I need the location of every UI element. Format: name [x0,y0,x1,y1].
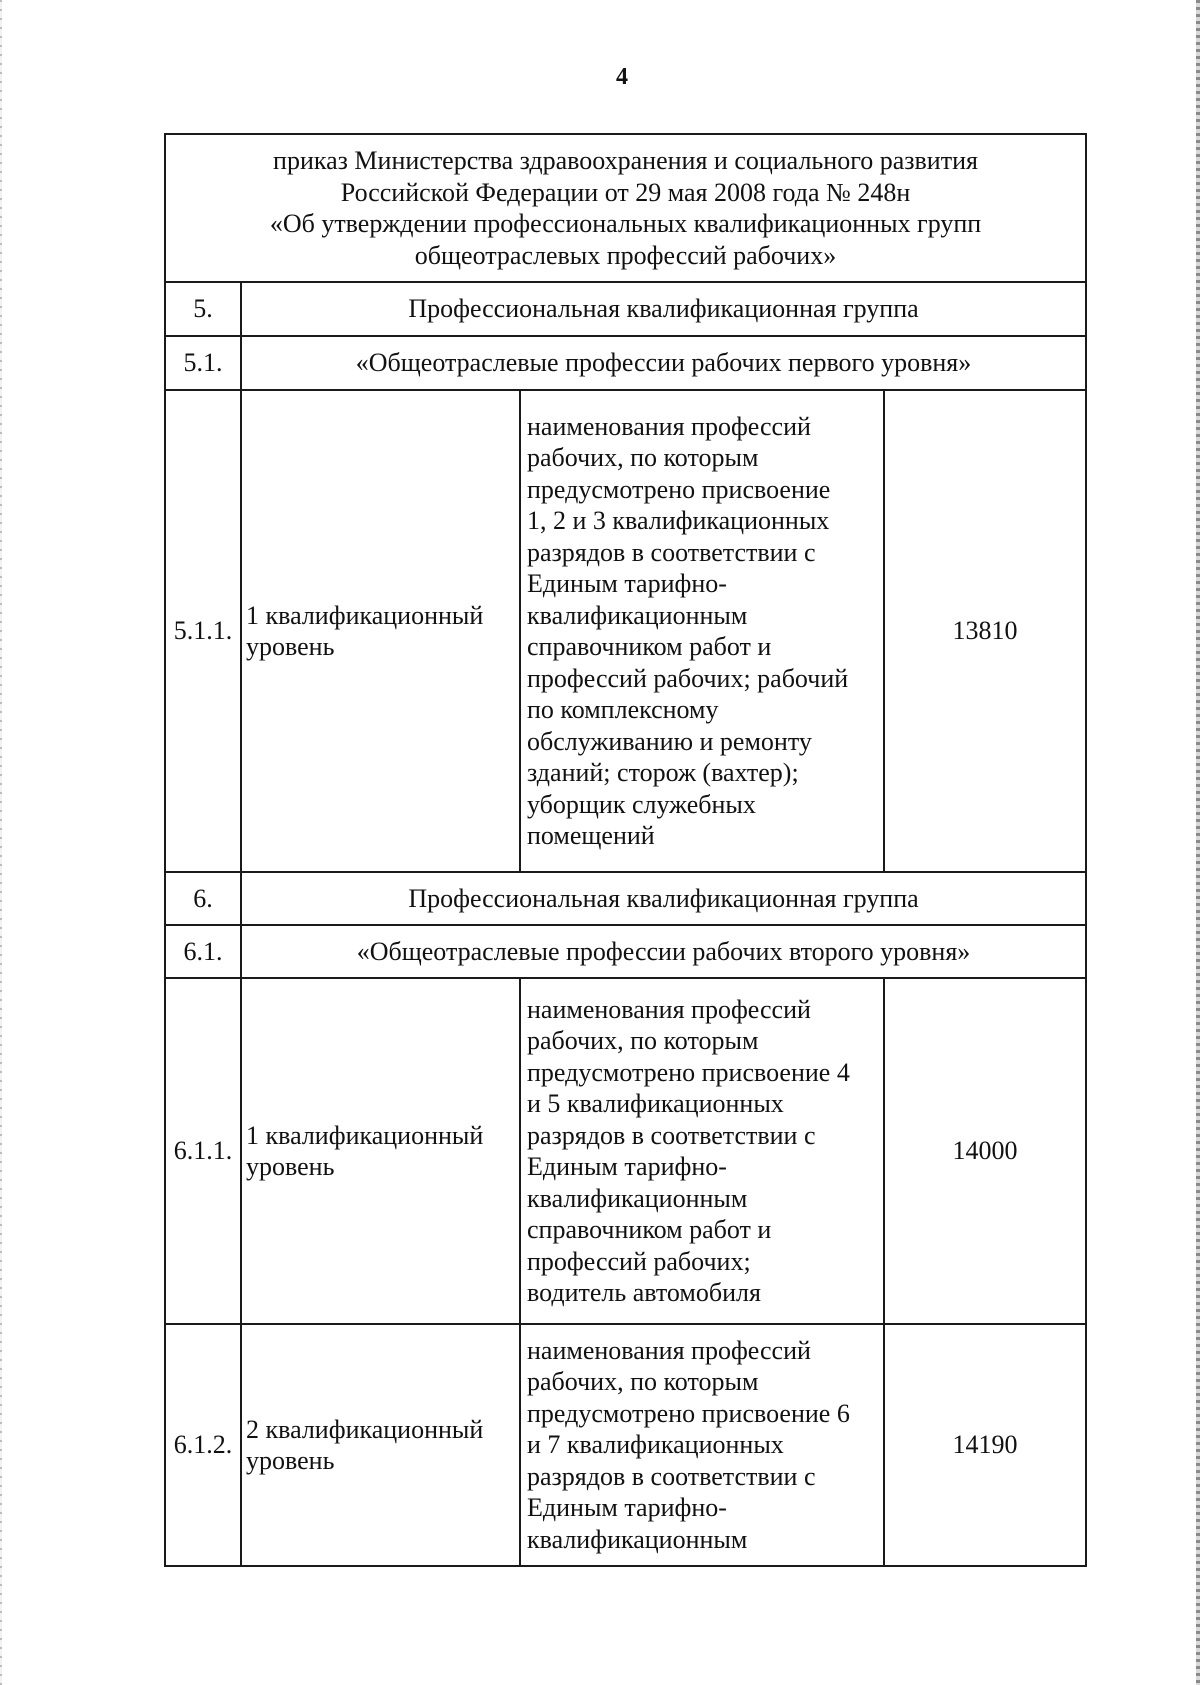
scan-edge-right [1196,0,1200,1685]
qualification-level: 1 квалификационный уровень [241,390,520,872]
description-line: наименования профессий [527,1335,811,1365]
table-row [165,1324,1086,1566]
group-title: Профессиональная квалификационная группа [241,282,1086,336]
row-number: 6.1.2. [165,1324,241,1566]
profession-description [520,1324,884,1566]
subgroup-row [165,925,1086,978]
description-line: профессий рабочих; рабочий [527,663,849,693]
table-row [165,978,1086,1324]
scan-edge-left [0,0,2,1685]
description-line: и 7 квалификационных [527,1430,784,1460]
table-header-row [165,134,1086,282]
salary-amount: 13810 [884,390,1086,872]
description-line: Единым тарифно- [527,569,727,598]
group-row [165,282,1086,336]
description-line: уборщик служебных [527,789,756,819]
salary-amount: 14190 [884,1324,1086,1566]
order-reference-line: общеотраслевых профессий рабочих» [414,240,837,270]
subgroup-title: «Общеотраслевые профессии рабочих первого уровня» [241,336,1086,390]
description-line: наименования профессий [527,411,811,441]
profession-description [520,390,884,872]
description-line: профессий рабочих; [527,1246,751,1276]
subgroup-row [165,336,1086,390]
profession-description [520,978,884,1324]
group-row [165,872,1086,925]
description-line: предусмотрено присвоение [527,474,831,504]
qualification-table [164,133,1087,1567]
description-line: обслуживанию и ремонту [527,726,812,756]
description-line: разрядов в соответствии с [527,1120,816,1150]
description-line: 1, 2 и 3 квалификационных [527,506,830,535]
description-line: рабочих, по которым [527,443,759,472]
description-line: предусмотрено присвоение 6 [527,1398,850,1428]
table-row [165,390,1086,872]
description-line: рабочих, по которым [527,1367,759,1397]
description-line: рабочих, по которым [527,1026,759,1055]
description-line: предусмотрено присвоение 4 [527,1057,850,1087]
row-number: 6.1.1. [165,978,241,1324]
description-line: разрядов в соответствии с [527,537,816,567]
order-reference-line: «Об утверждении профессиональных квалификационных групп [269,209,982,238]
row-number: 5.1.1. [165,390,241,872]
group-title: Профессиональная квалификационная группа [241,872,1086,925]
description-line: разрядов в соответствии с [527,1461,816,1491]
order-reference-cell [165,134,1086,282]
qualification-level: 2 квалификационный уровень [241,1324,520,1566]
order-reference-line: приказ Министерства здравоохранения и социального развития [273,146,978,175]
page-number: 4 [616,64,628,90]
description-line: по комплексному [527,695,719,724]
order-reference-line: Российской Федерации от 29 мая 2008 года № 248н [340,177,911,207]
subgroup-number: 6.1. [165,925,241,978]
description-line: квалификационным [527,1524,748,1554]
description-line: квалификационным [527,600,748,630]
subgroup-number: 5.1. [165,336,241,390]
salary-amount: 14000 [884,978,1086,1324]
description-line: наименования профессий [527,994,811,1024]
description-line: квалификационным [527,1183,748,1213]
description-line: помещений [527,821,655,850]
description-line: водитель автомобиля [527,1278,761,1307]
description-line: и 5 квалификационных [527,1089,784,1118]
description-line: Единым тарифно- [527,1493,727,1523]
description-line: справочником работ и [527,1215,772,1244]
qualification-level: 1 квалификационный уровень [241,978,520,1324]
subgroup-title: «Общеотраслевые профессии рабочих второго уровня» [241,925,1086,978]
description-line: справочником работ и [527,632,772,661]
group-number: 6. [165,872,241,925]
description-line: Единым тарифно- [527,1152,727,1181]
description-line: зданий; сторож (вахтер); [527,758,799,787]
group-number: 5. [165,282,241,336]
